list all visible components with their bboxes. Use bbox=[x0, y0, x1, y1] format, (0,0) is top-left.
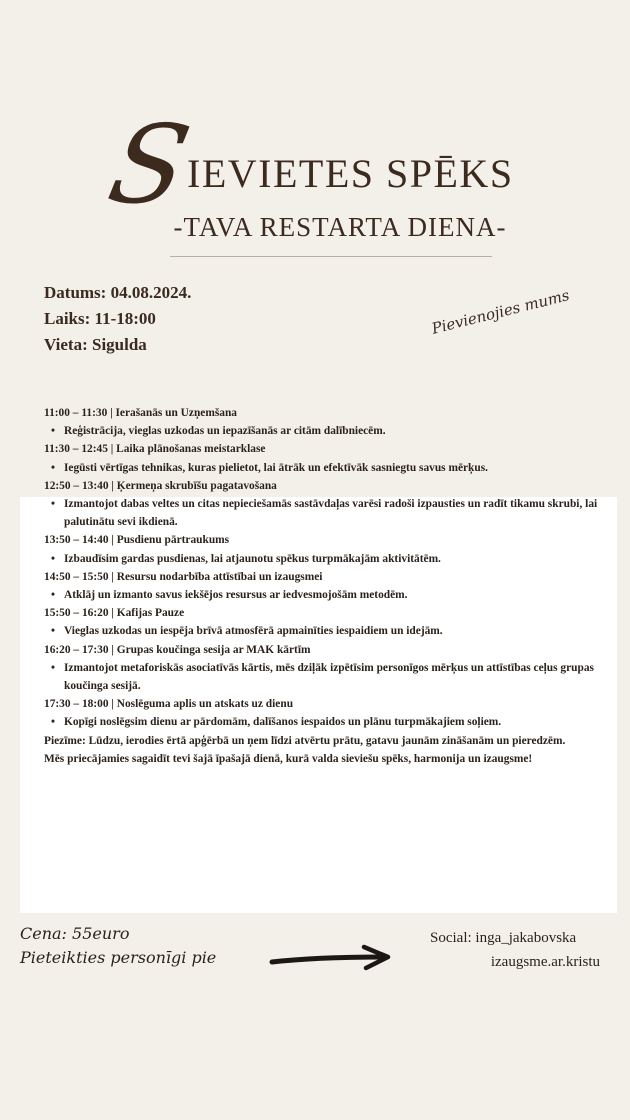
schedule-slot-heading: 13:50 – 14:40 | Pusdienu pārtraukums bbox=[44, 534, 230, 547]
schedule-slot-item: • Izmantojot metaforiskās asociatīvās kārtis, mēs dziļāk izpētīsim personīgos mērķus un attīstības ceļus grupas koučinga sesijā. bbox=[44, 659, 604, 695]
schedule-slot-item: • Atklāj un izmanto savus iekšējos resursus ar iedvesmojošām metodēm. bbox=[44, 586, 604, 604]
schedule-slot-item: • Vieglas uzkodas un iespēja brīvā atmosfērā apmainīties iespaidiem un idejām. bbox=[44, 622, 604, 640]
subtitle: -TAVA RESTARTA DIENA- bbox=[173, 212, 507, 242]
schedule-slot-heading: 17:30 – 18:00 | Noslēguma aplis un atskats uz dienu bbox=[44, 698, 294, 711]
social-handles bbox=[420, 926, 600, 974]
note-text: Piezīme: Lūdzu, ierodies ērtā apģērbā un ņem līdzi atvērtu prātu, gatavu jaunām zināšanām un pieredzēm. bbox=[44, 734, 566, 747]
schedule-slot-item: • Kopīgi noslēgsim dienu ar pārdomām, dalīšanos iespaidos un plānu turpmākajiem soļiem. bbox=[44, 713, 604, 731]
join-us-text: Pievienojies mums bbox=[429, 286, 572, 338]
closing-text: Mēs priecājamies sagaidīt tevi šajā īpašajā dienā, kurā valda sieviešu spēks, harmonija un izaugsme! bbox=[44, 752, 533, 765]
schedule-slot-item: • Izmantojot dabas veltes un citas nepieciešamās sastāvdaļas varēsi radoši izpausties un radīt tikamu skrubi, lai palutinātu sevi ikdienā. bbox=[44, 495, 604, 531]
schedule-slot-heading: 11:00 – 11:30 | Ierašanās un Uzņemšana bbox=[44, 407, 238, 419]
event-date: Datums: 04.08.2024. bbox=[44, 283, 192, 302]
event-info bbox=[44, 280, 191, 358]
title-initial: S bbox=[98, 103, 200, 228]
event-time: Laiks: 11-18:00 bbox=[44, 309, 156, 328]
social-handle-1: Social: inga_jakabovska bbox=[430, 930, 577, 946]
schedule-slot-heading: 15:50 – 16:20 | Kafijas Pauze bbox=[44, 607, 185, 620]
event-place: Vieta: Sigulda bbox=[44, 335, 147, 354]
price-text: Cena: 55euro bbox=[20, 924, 130, 943]
title-text: IEVIETES SPĒKS bbox=[187, 151, 514, 196]
apply-text: Pieteikties personīgi pie bbox=[20, 948, 217, 967]
divider bbox=[170, 256, 492, 257]
schedule-slot-heading: 14:50 – 15:50 | Resursu nodarbība attīstībai un izaugsmei bbox=[44, 570, 323, 583]
schedule-slot-item: • Izbaudīsim gardas pusdienas, lai atjaunotu spēkus turpmākajām aktivitātēm. bbox=[44, 550, 604, 568]
arrow-right-icon bbox=[268, 942, 394, 974]
schedule-slot-item: • Reģistrācija, vieglas uzkodas un iepazīšanās ar citām dalībniecēm. bbox=[44, 422, 604, 440]
social-handle-2: izaugsme.ar.kristu bbox=[490, 954, 600, 970]
schedule-slot-heading: 16:20 – 17:30 | Grupas koučinga sesija ar MAK kārtīm bbox=[44, 643, 311, 656]
schedule bbox=[44, 404, 604, 768]
footer-left bbox=[20, 922, 216, 970]
schedule-slot-heading: 12:50 – 13:40 | Ķermeņa skrubīšu pagatavošana bbox=[44, 479, 277, 492]
schedule-slot-item: • Iegūsti vērtīgas tehnikas, kuras pielietot, lai ātrāk un efektīvāk sasniegtu savus mērķus. bbox=[44, 459, 604, 477]
schedule-slot-heading: 11:30 – 12:45 | Laika plānošanas meistarklase bbox=[44, 443, 266, 456]
